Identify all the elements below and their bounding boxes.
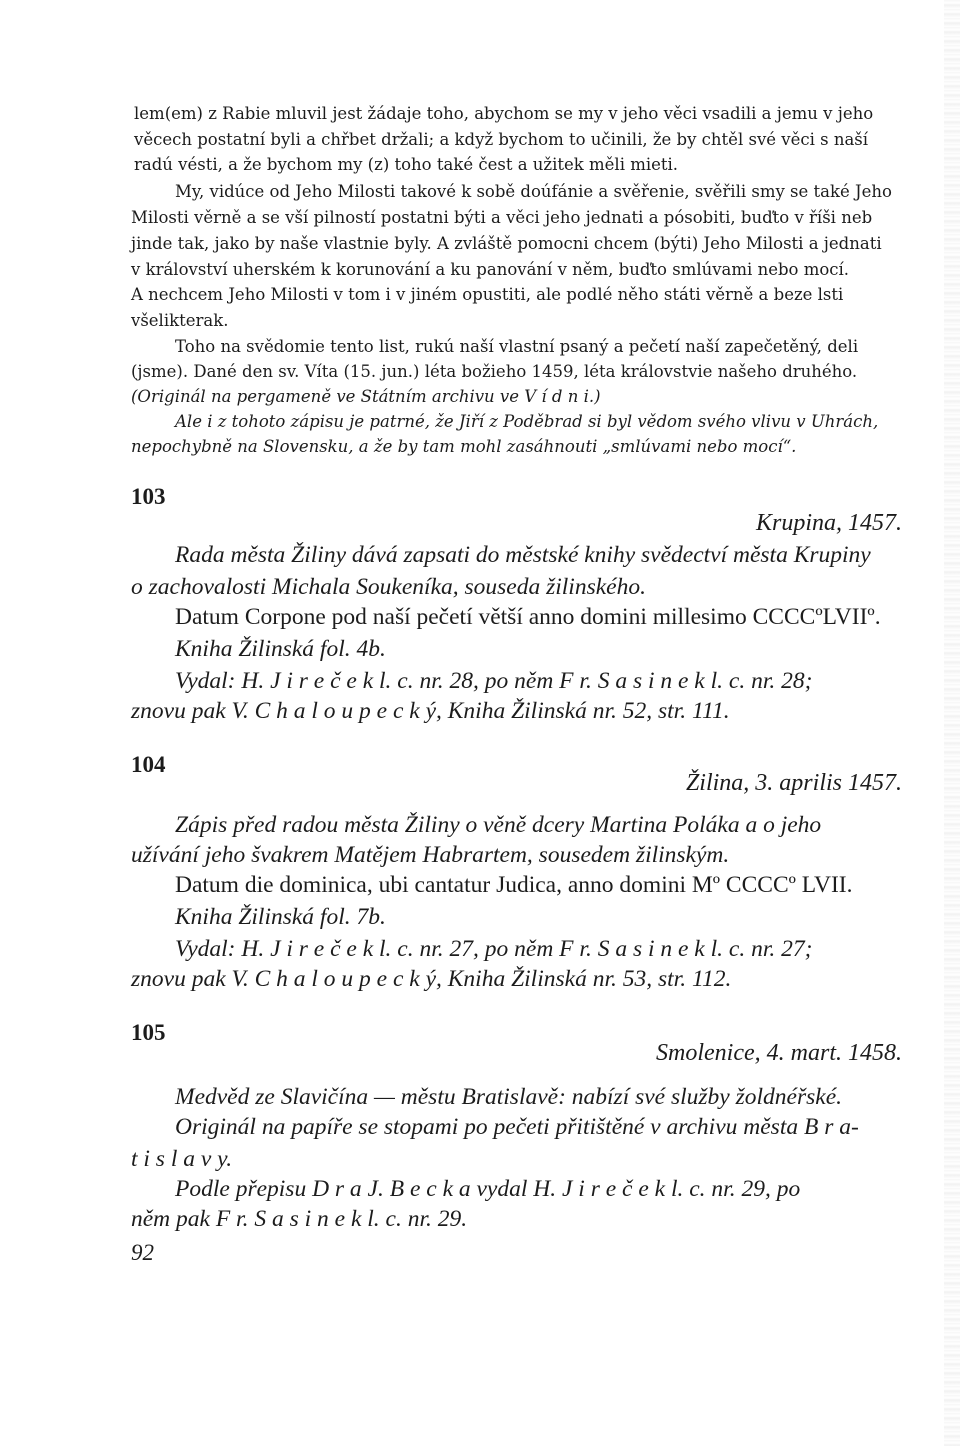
edition-line: Vydal: H. J i r e č e k l. c. nr. 27, po něm F r. S a s i n e k l. c. nr. 27; bbox=[175, 936, 813, 962]
archive-note: (Originál na pergameně ve Státním archivu ve V í d n i.) bbox=[131, 387, 601, 406]
summary-line: Medvěd ze Slavičína — městu Bratislavě: nabízí své služby žoldnéřské. bbox=[175, 1084, 842, 1110]
summary-line: Zápis před radou města Žiliny o věně dcery Martina Poláka a o jeho bbox=[175, 812, 822, 838]
text-line: My, vidúce od Jeho Milosti takové k sobě doúfánie a svěřenie, svěřili smy se také Jeho bbox=[175, 182, 892, 201]
document-number: 105 bbox=[131, 1020, 166, 1045]
document-number: 103 bbox=[131, 484, 166, 509]
text-line: jinde tak, jako by naše vlastnie byly. A zvláště pomocni chcem (býti) Jeho Milosti a jednati bbox=[131, 234, 882, 253]
summary-line: o zachovalosti Michala Soukeníka, souseda žilinského. bbox=[131, 574, 646, 600]
summary-line: Rada města Žiliny dává zapsati do městské knihy svědectví města Krupiny bbox=[175, 542, 871, 568]
text-line: všelikterak. bbox=[131, 311, 229, 330]
text-line: Milosti věrně a se vší pilností postatni býti a věci jeho jednati a pósobiti, buďto v říši neb bbox=[131, 208, 873, 227]
edition-line: znovu pak V. C h a l o u p e c k ý, Kniha Žilinská nr. 53, str. 112. bbox=[131, 966, 732, 992]
commentary-line: nepochybně na Slovensku, a že by tam mohl zasáhnouti „smlúvami nebo mocí“. bbox=[131, 437, 797, 456]
text-line: lem(em) z Rabie mluvil jest žádaje toho, abychom se my v jeho věci vsadili a jemu v jeho bbox=[134, 104, 874, 123]
text-line: (jsme). Dané den sv. Víta (15. jun.) léta božieho 1459, léta královstvie našeho druhého. bbox=[131, 362, 858, 381]
transcript-line: Podle přepisu D r a J. B e c k a vydal H. J i r e č e k l. c. nr. 29, po bbox=[175, 1176, 801, 1202]
page-number: 92 bbox=[131, 1240, 154, 1265]
text-line: radú vésti, a že bychom my (z) toho také čest a užitek měli mieti. bbox=[134, 155, 679, 174]
edition-line: znovu pak V. C h a l o u p e c k ý, Kniha Žilinská nr. 52, str. 111. bbox=[131, 698, 730, 724]
document-place-date: Krupina, 1457. bbox=[755, 510, 902, 536]
datum-line: Datum die dominica, ubi cantatur Judica, anno domini Mº CCCCº LVII. bbox=[175, 872, 853, 898]
edition-line: Vydal: H. J i r e č e k l. c. nr. 28, po něm F r. S a s i n e k l. c. nr. 28; bbox=[175, 668, 813, 694]
original-line: t i s l a v y. bbox=[131, 1146, 233, 1172]
kniha-line: Kniha Žilinská fol. 7b. bbox=[175, 904, 386, 930]
commentary-line: Ale i z tohoto zápisu je patrné, že Jiří z Poděbrad si byl vědom svého vlivu v Uhrách, bbox=[175, 412, 879, 431]
text-line: v království uherském k korunování a ku panování v něm, buďto smlúvami nebo mocí. bbox=[131, 260, 850, 279]
kniha-line: Kniha Žilinská fol. 4b. bbox=[175, 636, 386, 662]
document-place-date: Žilina, 3. aprilis 1457. bbox=[685, 770, 902, 796]
document-place-date: Smolenice, 4. mart. 1458. bbox=[656, 1040, 902, 1066]
page-edge bbox=[944, 0, 960, 1446]
text-line: věcech postatní byli a chřbet držali; a když bychom to učinili, že by chtěl své věci s naší bbox=[134, 130, 869, 149]
original-line: Originál na papíře se stopami po pečeti přitištěné v archivu města B r a- bbox=[175, 1114, 859, 1140]
summary-line: užívání jeho švakrem Matějem Habrartem, sousedem žilinským. bbox=[131, 842, 730, 868]
text-line: A nechcem Jeho Milosti v tom i v jiném opustiti, ale podlé něho státi věrně a beze lsti bbox=[131, 285, 844, 304]
document-number: 104 bbox=[131, 752, 166, 777]
transcript-line: něm pak F r. S a s i n e k l. c. nr. 29. bbox=[131, 1206, 468, 1232]
text-line: Toho na svědomie tento list, rukú naší vlastní psaný a pečetí naší zapečetěný, deli bbox=[175, 337, 859, 356]
datum-line: Datum Corpone pod naší pečetí větší anno domini millesimo CCCCºLVIIº. bbox=[175, 604, 881, 630]
